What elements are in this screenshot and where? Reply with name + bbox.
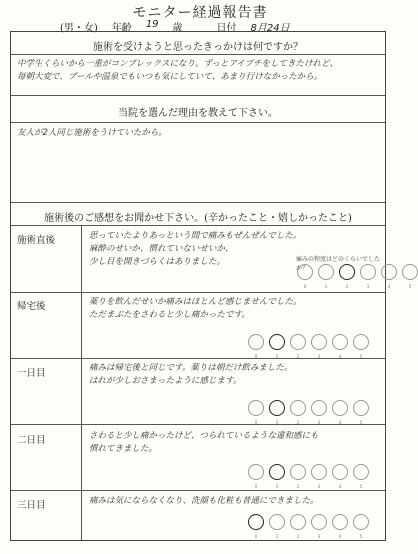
pain-scale-circle (248, 464, 264, 489)
report-form (10, 31, 412, 541)
question-reason: 施術を受けようと思ったきっかけは何ですか？ (93, 42, 303, 53)
question-clinic-choice: 当院を選んだ理由を教えて下さい。 (118, 108, 278, 119)
page-title: モニター経過報告書 (132, 5, 268, 21)
pain-scale-circle (269, 400, 285, 425)
answer-line: 友人が2人同じ施術をうけていたから。 (17, 128, 167, 138)
divider (11, 490, 385, 491)
pain-scale-number: 1 (275, 534, 279, 539)
entry-label-immediate: 施術直後 (17, 235, 56, 246)
pain-scale-circle (402, 264, 418, 289)
pain-scale-circle (248, 400, 264, 425)
pain-scale-circle (269, 464, 285, 489)
divider (11, 225, 385, 226)
pain-scale-circle (248, 334, 264, 359)
answer-line: 少し目を開きづらくはありました。 (89, 257, 226, 267)
pain-scale-number: 5 (359, 534, 363, 539)
date-value: 8月24日 (250, 23, 290, 34)
entry-label-after-return: 帰宅後 (17, 301, 46, 312)
date-label: 日付 (216, 23, 237, 34)
pain-scale-number: 1 (275, 484, 279, 489)
pain-scale-number: 2 (296, 484, 300, 489)
answer-line: 毎朝大変で、プールや温泉でもいつも気にしていて、あまり行けなかったから。 (17, 72, 323, 82)
divider (11, 202, 385, 203)
pain-scale-circle (353, 400, 369, 425)
answer-line: ただまぶたをさわると少し痛かったです。 (89, 310, 250, 320)
pain-scale-circle (248, 514, 264, 539)
pain-scale-circle (381, 264, 397, 289)
pain-scale-circle (311, 464, 327, 489)
pain-scale-circle (332, 514, 348, 539)
answer-line: はれが少しおさまったように感じます。 (89, 376, 242, 386)
pain-scale-circle (297, 264, 313, 289)
entry-label-day3: 三日目 (17, 500, 46, 511)
pain-scale-circle (290, 334, 306, 359)
divider (11, 54, 385, 55)
pain-scale-number: 0 (254, 420, 258, 425)
pain-scale-circle (332, 334, 348, 359)
column-divider (81, 225, 82, 540)
pain-scale-circle (311, 334, 327, 359)
entry-text-day2 (89, 430, 319, 456)
answer-line: 思っていたよりあっという間で痛みもぜんぜんでした。 (89, 231, 302, 241)
age-unit: 歳 (172, 23, 183, 34)
answer-line: さわると少し痛かったけど、つられているような違和感にも (89, 431, 319, 441)
pain-scale-number: 2 (296, 420, 300, 425)
pain-scale-number: 4 (338, 420, 342, 425)
pain-scale-number: 0 (254, 354, 258, 359)
pain-scale-day1 (248, 400, 369, 425)
pain-scale-number: 3 (317, 484, 321, 489)
pain-scale-number: 4 (338, 534, 342, 539)
pain-scale-circle (290, 400, 306, 425)
pain-scale-number: 3 (317, 354, 321, 359)
pain-scale-circle (311, 400, 327, 425)
answer-line: 痛みは帰宅後と同じです。薬りは朝だけ飲みました。 (89, 363, 293, 373)
divider (11, 95, 385, 96)
pain-scale-circle (332, 400, 348, 425)
pain-scale-number: 1 (275, 354, 279, 359)
pain-scale-circle (353, 514, 369, 539)
answer-line: 慣れてきました。 (89, 444, 158, 454)
entry-text-day3 (89, 495, 319, 508)
pain-scale-circle (360, 264, 376, 289)
pain-scale-number: 0 (254, 534, 258, 539)
pain-scale-number: 3 (317, 534, 321, 539)
answer-line: 中学生くらいから一重がコンプレックスになり、ずっとアイプチをしてきたけれど、 (17, 59, 338, 69)
pain-scale-number: 2 (296, 534, 300, 539)
pain-scale-day2 (248, 464, 369, 489)
pain-scale-circle (318, 264, 334, 289)
gender-field: (男・女) (60, 23, 98, 34)
pain-scale-circle (290, 514, 306, 539)
pain-scale-number: 5 (359, 354, 363, 359)
pain-scale-circle (269, 334, 285, 359)
pain-scale-number: 5 (359, 420, 363, 425)
divider (11, 122, 385, 123)
pain-scale-number: 2 (345, 284, 349, 289)
pain-scale-number: 0 (303, 284, 307, 289)
pain-scale-circle (290, 464, 306, 489)
answer-clinic-choice (17, 127, 167, 140)
pain-scale-number: 0 (254, 484, 258, 489)
answer-reason (17, 58, 338, 84)
pain-scale-number: 3 (366, 284, 370, 289)
pain-scale-day3 (248, 514, 369, 539)
pain-scale-circle (311, 514, 327, 539)
pain-scale-circle (339, 264, 355, 289)
pain-scale-number: 5 (359, 484, 363, 489)
question-impressions: 施術後のご感想をお聞かせ下さい。(辛かったこと・嬉しかったこと) (44, 213, 352, 224)
divider (11, 358, 385, 359)
pain-scale-after-return (248, 334, 369, 359)
divider (11, 292, 385, 293)
pain-scale-number: 1 (324, 284, 328, 289)
entry-label-day2: 二日目 (17, 435, 46, 446)
answer-line: 麻酔のせいか、慣れていないせいか、 (89, 244, 234, 254)
age-value: 19 (145, 19, 159, 30)
pain-scale-number: 4 (338, 354, 342, 359)
answer-line: 痛みは気にならなくなり、洗顔も化粧も普通にできました。 (89, 496, 319, 506)
entry-text-day1 (89, 362, 292, 388)
scale-caption: 痛みの程度はどのくらいでしたか？ (296, 256, 381, 272)
pain-scale-number: 5 (408, 284, 412, 289)
pain-scale-number: 4 (338, 484, 342, 489)
answer-line: 薬りを飲んだせいか痛みはほとんど感じませんでした。 (89, 297, 302, 307)
entry-label-day1: 一日目 (17, 368, 46, 379)
pain-scale-circle (269, 514, 285, 539)
pain-scale-number: 2 (296, 354, 300, 359)
pain-scale-immediate (297, 264, 418, 289)
entry-text-immediate (89, 230, 301, 269)
age-label: 年齢 (111, 23, 132, 34)
pain-scale-number: 3 (317, 420, 321, 425)
pain-scale-circle (332, 464, 348, 489)
pain-scale-number: 4 (387, 284, 391, 289)
divider (11, 424, 385, 425)
pain-scale-circle (353, 464, 369, 489)
pain-scale-number: 1 (275, 420, 279, 425)
entry-text-after-return (89, 296, 302, 322)
pain-scale-circle (353, 334, 369, 359)
